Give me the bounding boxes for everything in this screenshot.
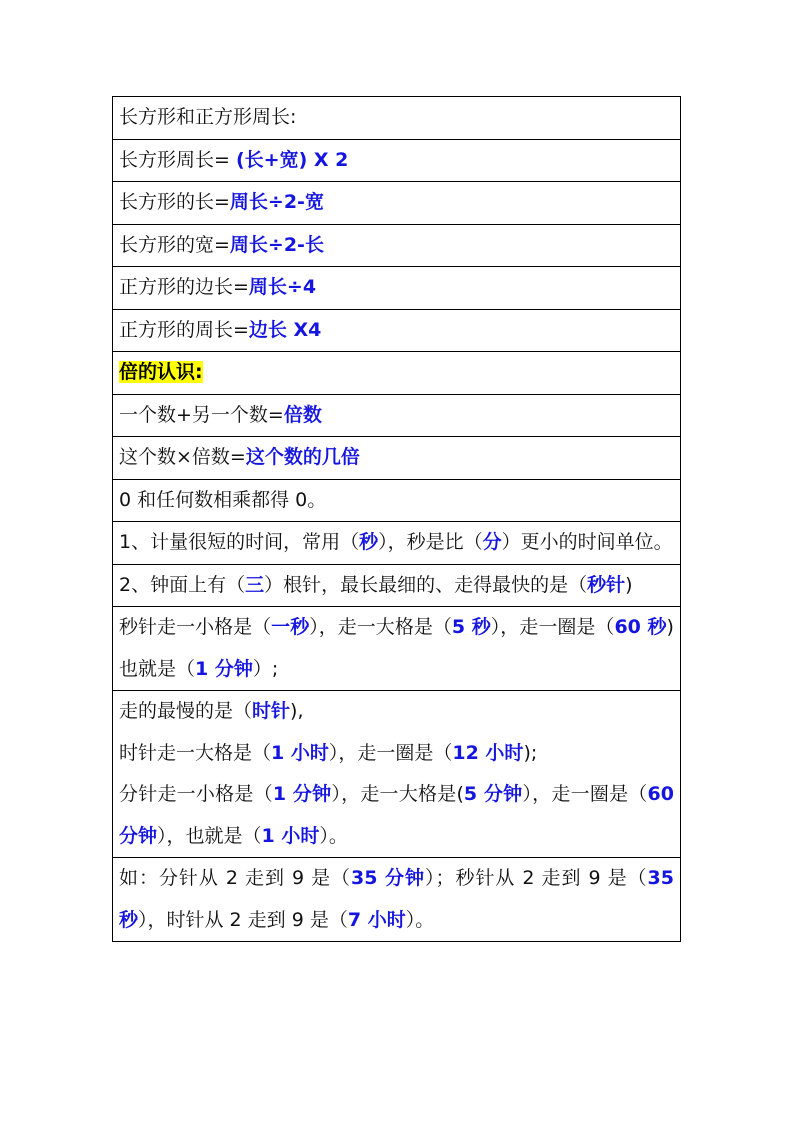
text-line [119, 565, 674, 607]
answer-text: 倍数 [283, 403, 322, 426]
text-line [119, 395, 674, 437]
body-text: 一个数+另一个数= [119, 403, 284, 426]
body-text: 时针走一大格是（ [119, 741, 272, 764]
answer-text: 1 小时 [271, 741, 329, 764]
body-text: 这个数×倍数= [119, 446, 246, 468]
answer-text: 12 小时 [452, 741, 524, 764]
answer-text: 60 秒 [614, 616, 667, 638]
body-text: ) [625, 573, 633, 596]
table-row [113, 479, 681, 522]
table-row [113, 97, 681, 140]
text-line [119, 480, 674, 522]
text-line [119, 437, 674, 479]
table-row [113, 607, 681, 691]
body-text: ），走一圈是（ [522, 783, 648, 805]
answer-text: 周长÷2-宽 [229, 191, 324, 213]
answer-text: 秒针 [587, 573, 626, 596]
table-cell [113, 224, 681, 267]
body-text: 0 和任何数相乘都得 0。 [119, 488, 327, 511]
answer-text: 周长÷2-长 [229, 233, 324, 256]
body-text: 2、钟面上有（ [119, 573, 246, 596]
table-cell [113, 394, 681, 437]
body-text: ), [290, 700, 304, 722]
answer-text: 这个数的几倍 [245, 446, 360, 468]
text-line [119, 225, 674, 267]
table-cell [113, 607, 681, 691]
body-text: ），走一圈是（ [490, 616, 615, 638]
body-text: 长方形的宽= [119, 233, 230, 256]
table-cell [113, 691, 681, 858]
text-line [119, 97, 674, 139]
body-text: ），走一圈是（ [328, 741, 453, 764]
table-cell [113, 267, 681, 310]
body-text: ），时针从 2 走到 9 是（ [138, 908, 348, 931]
answer-text: 7 小时 [347, 908, 406, 931]
answer-text: 边长 X4 [248, 318, 322, 341]
text-line [119, 522, 674, 564]
answer-text: 35 秒 [119, 867, 674, 931]
table-cell [113, 182, 681, 225]
body-text: ）; [252, 657, 279, 680]
text-line [119, 140, 674, 182]
table-row [113, 224, 681, 267]
answer-text: 一秒 [271, 616, 310, 638]
answer-text: 1 分钟 [272, 783, 332, 805]
answer-text: 5 秒 [451, 616, 491, 638]
answer-text: 1 分钟 [195, 657, 253, 680]
body-text: 正方形的周长= [119, 318, 249, 341]
notes-table [112, 96, 681, 942]
body-text: ）根针，最长最细的、走得最快的是（ [264, 573, 588, 596]
text-line [119, 733, 674, 775]
body-text: ）。 [319, 824, 348, 847]
section-heading: 倍的认识: [119, 361, 203, 383]
text-line [119, 352, 674, 394]
body-text: ），秒是比（ [378, 531, 483, 553]
answer-text: (长+宽) X 2 [235, 148, 349, 171]
body-text: 长方形和正方形周长: [119, 106, 297, 128]
body-text: )也就是（ [119, 616, 674, 680]
text-line [119, 691, 674, 733]
table-row [113, 437, 681, 480]
table-cell [113, 522, 681, 565]
text-line [119, 310, 674, 352]
table-row [113, 309, 681, 352]
table-row [113, 858, 681, 942]
body-text: ); [523, 741, 538, 764]
body-text: 长方形的长= [119, 191, 230, 213]
table-cell [113, 479, 681, 522]
answer-text: 1 小时 [261, 824, 320, 847]
body-text: 正方形的边长= [119, 276, 249, 298]
table-cell [113, 309, 681, 352]
table-row [113, 564, 681, 607]
answer-text: 60 分钟 [119, 783, 674, 847]
answer-text: 分 [482, 531, 502, 553]
body-text: ），也就是（ [157, 824, 262, 847]
answer-text: 5 分钟 [463, 783, 523, 805]
table-cell [113, 437, 681, 480]
table-row [113, 182, 681, 225]
table-row [113, 267, 681, 310]
table-row [113, 352, 681, 395]
body-text: ）。 [405, 908, 435, 931]
table-row [113, 522, 681, 565]
body-text: 走的最慢的是（ [119, 700, 253, 722]
text-line [119, 267, 674, 309]
text-line [119, 858, 674, 941]
table-cell [113, 139, 681, 182]
table-row [113, 394, 681, 437]
answer-text: 35 分钟 [351, 867, 426, 889]
answer-text: 时针 [252, 700, 291, 722]
table-row [113, 691, 681, 858]
answer-text: 秒 [359, 531, 379, 553]
body-text: 分针走一小格是（ [119, 783, 273, 805]
text-line [119, 607, 674, 690]
table-cell [113, 97, 681, 140]
body-text: ），走一大格是( [331, 783, 464, 805]
body-text: ）；秒针从 2 走到 9 是（ [425, 867, 648, 889]
body-text: ）更小的时间单位。 [501, 531, 673, 553]
body-text: 1、计量很短的时间，常用（ [119, 531, 360, 553]
text-line [119, 774, 674, 857]
table-row [113, 139, 681, 182]
answer-text: 周长÷4 [248, 276, 317, 298]
body-text: 如：分针从 2 走到 9 是（ [119, 867, 352, 889]
answer-text: 三 [245, 573, 265, 596]
table-cell [113, 858, 681, 942]
table-cell [113, 564, 681, 607]
table-cell [113, 352, 681, 395]
body-text: ），走一大格是（ [309, 616, 452, 638]
body-text: 长方形周长= [119, 148, 236, 171]
body-text: 秒针走一小格是（ [119, 616, 272, 638]
text-line [119, 182, 674, 224]
